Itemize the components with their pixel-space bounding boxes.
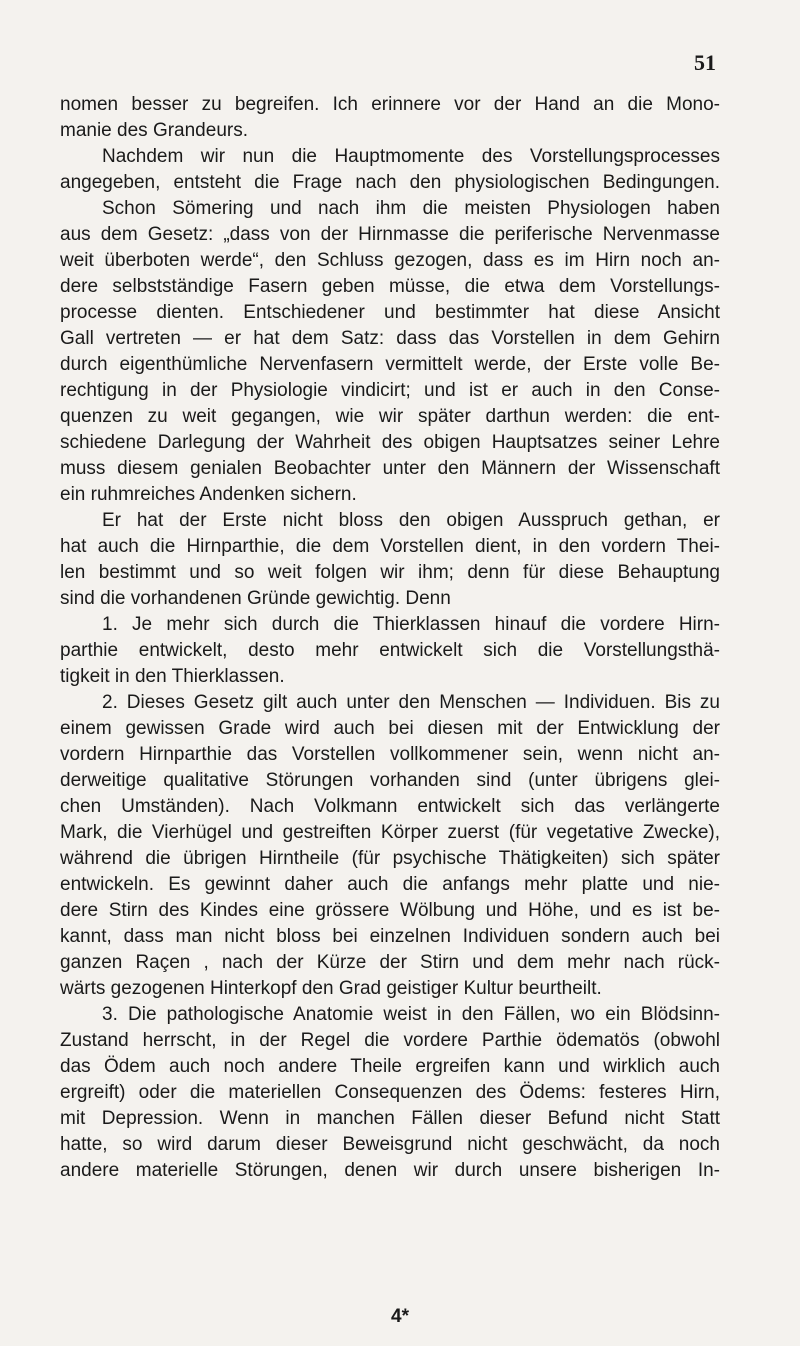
text-line: sind die vorhandenen Gründe gewichtig. Denn (60, 588, 451, 609)
text-line: angegeben, entsteht die Frage nach den physiologischen Bedingungen. (60, 172, 720, 193)
text-line: processe dienten. Entschiedener und bestimmter hat diese Ansicht (60, 302, 720, 323)
text-line: vordern Hirnparthie das Vorstellen vollkommener sein, wenn nicht an- (60, 744, 720, 765)
text-line: parthie entwickelt, desto mehr entwickelt sich die Vorstellungsthä- (60, 640, 720, 661)
text-line: ein ruhmreiches Andenken sichern. (60, 484, 357, 505)
text-line: 1. Je mehr sich durch die Thierklassen hinauf die vordere Hirn- (102, 614, 720, 635)
text-line: rechtigung in der Physiologie vindicirt; und ist er auch in den Conse- (60, 380, 720, 401)
text-line: tigkeit in den Thierklassen. (60, 666, 285, 687)
text-line: hat auch die Hirnparthie, die dem Vorstellen dient, in den vordern Thei- (60, 536, 720, 557)
text-line: aus dem Gesetz: „dass von der Hirnmasse die periferische Nervenmasse (60, 224, 720, 245)
text-line: wärts gezogenen Hinterkopf den Grad geistiger Kultur beurtheilt. (60, 978, 602, 999)
text-line: entwickeln. Es gewinnt daher auch die anfangs mehr platte und nie- (60, 874, 720, 895)
text-line: ganzen Raçen , nach der Kürze der Stirn und dem mehr nach rück- (60, 952, 720, 973)
text-line: Zustand herrscht, in der Regel die vordere Parthie ödematös (obwohl (60, 1030, 720, 1051)
text-line: ergreift) oder die materiellen Consequenzen des Ödems: festeres Hirn, (60, 1082, 720, 1103)
text-line: nomen besser zu begreifen. Ich erinnere vor der Hand an die Mono- (60, 94, 720, 115)
body-text (60, 92, 720, 1184)
text-line: derweitige qualitative Störungen vorhanden sind (unter übrigens glei- (60, 770, 720, 791)
text-line: andere materielle Störungen, denen wir durch unsere bisherigen In- (60, 1160, 720, 1181)
text-line: quenzen zu weit gegangen, wie wir später darthun werden: die ent- (60, 406, 720, 427)
text-line: 2. Dieses Gesetz gilt auch unter den Menschen — Individuen. Bis zu (102, 692, 720, 713)
text-line: schiedene Darlegung der Wahrheit des obigen Hauptsatzes seiner Lehre (60, 432, 720, 453)
text-line: hatte, so wird darum dieser Beweisgrund nicht geschwächt, da noch (60, 1134, 720, 1155)
text-line: dere Stirn des Kindes eine grössere Wölbung und Höhe, und es ist be- (60, 900, 720, 921)
text-line: Gall vertreten — er hat dem Satz: dass das Vorstellen in dem Gehirn (60, 328, 720, 349)
text-line: das Ödem auch noch andere Theile ergreifen kann und wirklich auch (60, 1056, 720, 1077)
text-line: mit Depression. Wenn in manchen Fällen dieser Befund nicht Statt (60, 1108, 720, 1129)
text-line: Mark, die Vierhügel und gestreiften Körper zuerst (für vegetative Zwecke), (60, 822, 720, 843)
text-line: weit überboten werde“, den Schluss gezogen, dass es im Hirn noch an- (60, 250, 720, 271)
text-line: einem gewissen Grade wird auch bei diesen mit der Entwicklung der (60, 718, 720, 739)
signature-mark: 4* (391, 1306, 409, 1327)
text-line: Nachdem wir nun die Hauptmomente des Vorstellungsprocesses (102, 146, 720, 167)
text-line: während die übrigen Hirntheile (für psychische Thätigkeiten) sich später (60, 848, 720, 869)
text-line: durch eigenthümliche Nervenfasern vermittelt werde, der Erste volle Be- (60, 354, 720, 375)
text-line: muss diesem genialen Beobachter unter den Männern der Wissenschaft (60, 458, 720, 479)
text-line: kannt, dass man nicht bloss bei einzelnen Individuen sondern auch bei (60, 926, 720, 947)
text-line: Schon Sömering und nach ihm die meisten Physiologen haben (102, 198, 720, 219)
text-line: Er hat der Erste nicht bloss den obigen Ausspruch gethan, er (102, 510, 720, 531)
page-number: 51 (694, 50, 716, 75)
text-line: dere selbstständige Fasern geben müsse, die etwa dem Vorstellungs- (60, 276, 720, 297)
text-line: 3. Die pathologische Anatomie weist in den Fällen, wo ein Blödsinn- (102, 1004, 720, 1025)
text-line: manie des Grandeurs. (60, 120, 248, 141)
text-line: len bestimmt und so weit folgen wir ihm; denn für diese Behauptung (60, 562, 720, 583)
text-line: chen Umständen). Nach Volkmann entwickelt sich das verlängerte (60, 796, 720, 817)
